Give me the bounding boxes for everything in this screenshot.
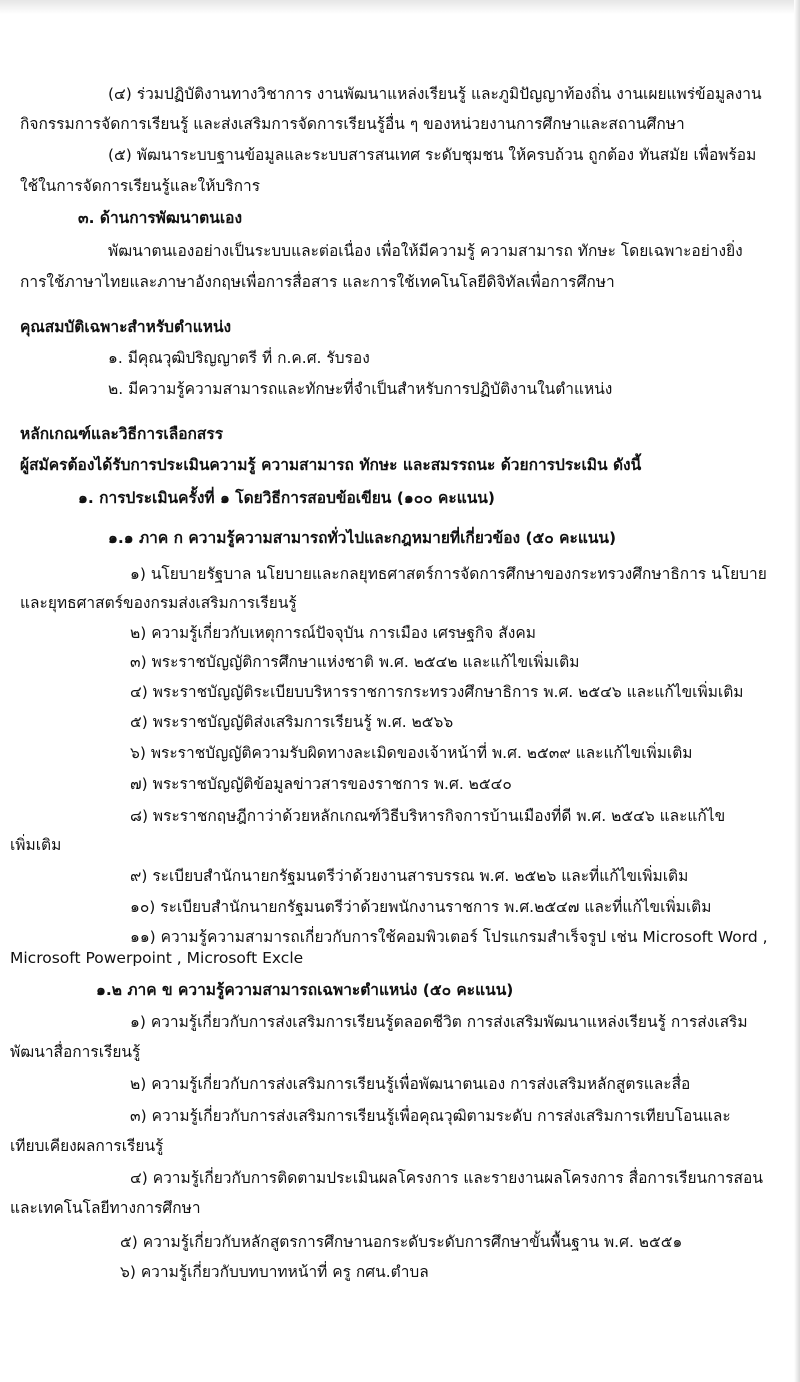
document-text-line: Microsoft Powerpoint , Microsoft Excle xyxy=(10,949,304,967)
document-text-line: ๑๐) ระเบียบสำนักนายกรัฐมนตรีว่าด้วยพนักงานราชการ พ.ศ.๒๕๔๗ และที่แก้ไขเพิ่มเติม xyxy=(130,898,712,916)
document-text-line: ๗) พระราชบัญญัติข้อมูลข่าวสารของราชการ พ.ศ. ๒๕๔๐ xyxy=(130,775,512,793)
document-heading-line: ๓. ด้านการพัฒนาตนเอง xyxy=(78,209,243,227)
document-text-line: ๕) พระราชบัญญัติส่งเสริมการเรียนรู้ พ.ศ. ๒๕๖๖ xyxy=(130,713,454,731)
document-text-line: ๒) ความรู้เกี่ยวกับเหตุการณ์ปัจจุบัน การเมือง เศรษฐกิจ สังคม xyxy=(130,624,536,642)
document-text-line: ๓) ความรู้เกี่ยวกับการส่งเสริมการเรียนรู้เพื่อคุณวุฒิตามระดับ การส่งเสริมการเทียบโอนและ xyxy=(130,1107,731,1125)
document-heading-line: ๑.๒ ภาค ข ความรู้ความสามารถเฉพาะตำแหน่ง (๕๐ คะแนน) xyxy=(96,981,514,999)
document-text-line: กิจกรรมการจัดการเรียนรู้ และส่งเสริมการจัดการเรียนรู้อื่น ๆ ของหน่วยงานการศึกษาและสถานศึกษา xyxy=(20,115,685,133)
document-text-line: และยุทธศาสตร์ของกรมส่งเสริมการเรียนรู้ xyxy=(20,594,297,612)
document-text-line: ๑. มีคุณวุฒิปริญญาตรี ที่ ก.ค.ศ. รับรอง xyxy=(108,349,370,367)
document-text-line: การใช้ภาษาไทยและภาษาอังกฤษเพื่อการสื่อสาร และการใช้เทคโนโลยีดิจิทัลเพื่อการศึกษา xyxy=(20,273,615,291)
document-text-line: ๒) ความรู้เกี่ยวกับการส่งเสริมการเรียนรู้เพื่อพัฒนาตนเอง การส่งเสริมหลักสูตรและสื่อ xyxy=(130,1075,691,1093)
document-text-line: ๙) ระเบียบสำนักนายกรัฐมนตรีว่าด้วยงานสารบรรณ พ.ศ. ๒๕๒๖ และที่แก้ไขเพิ่มเติม xyxy=(130,867,689,885)
document-text-line: ๑) ความรู้เกี่ยวกับการส่งเสริมการเรียนรู้ตลอดชีวิต การส่งเสริมพัฒนาแหล่งเรียนรู้ การส่งเสริม xyxy=(130,1013,748,1031)
document-text-line: ๔) ความรู้เกี่ยวกับการติดตามประเมินผลโครงการ และรายงานผลโครงการ สื่อการเรียนการสอน xyxy=(130,1169,763,1187)
document-text-line: ๑๑) ความรู้ความสามารถเกี่ยวกับการใช้คอมพิวเตอร์ โปรแกรมสำเร็จรูป เช่น Microsoft Word , xyxy=(130,928,768,946)
document-text-line: (๔) ร่วมปฏิบัติงานทางวิชาการ งานพัฒนาแหล่งเรียนรู้ และภูมิปัญญาท้องถิ่น งานเผยแพร่ข้อมูลงาน xyxy=(108,85,762,103)
document-heading-line: ๑. การประเมินครั้งที่ ๑ โดยวิธีการสอบข้อเขียน (๑๐๐ คะแนน) xyxy=(78,489,495,507)
document-text-line: พัฒนาสื่อการเรียนรู้ xyxy=(10,1043,141,1061)
document-heading-line: หลักเกณฑ์และวิธีการเลือกสรร xyxy=(20,425,224,443)
document-text-line: ๖) ความรู้เกี่ยวกับบทบาทหน้าที่ ครู กศน.ตำบล xyxy=(120,1263,429,1281)
document-heading-line: คุณสมบัติเฉพาะสำหรับตำแหน่ง xyxy=(20,318,232,336)
document-text-line: ๖) พระราชบัญญัติความรับผิดทางละเมิดของเจ้าหน้าที่ พ.ศ. ๒๕๓๙ และแก้ไขเพิ่มเติม xyxy=(130,744,693,762)
document-text-line: และเทคโนโลยีทางการศึกษา xyxy=(10,1199,201,1217)
page-top-shadow xyxy=(0,0,800,14)
document-text-line: ๒. มีความรู้ความสามารถและทักษะที่จำเป็นสำหรับการปฏิบัติงานในตำแหน่ง xyxy=(108,380,613,398)
document-text-line: พัฒนาตนเองอย่างเป็นระบบและต่อเนื่อง เพื่อให้มีความรู้ ความสามารถ ทักษะ โดยเฉพาะอย่างยิ่ง xyxy=(108,242,743,260)
document-text-line: ใช้ในการจัดการเรียนรู้และให้บริการ xyxy=(20,177,261,195)
page-right-edge-shadow xyxy=(794,0,800,1382)
document-text-line: ๑) นโยบายรัฐบาล นโยบายและกลยุทธศาสตร์การจัดการศึกษาของกระทรวงศึกษาธิการ นโยบาย xyxy=(130,565,767,583)
document-heading-line: ผู้สมัครต้องได้รับการประเมินความรู้ ความสามารถ ทักษะ และสมรรถนะ ด้วยการประเมิน ดังนี้ xyxy=(20,456,642,474)
document-text-line: ๓) พระราชบัญญัติการศึกษาแห่งชาติ พ.ศ. ๒๕๔๒ และแก้ไขเพิ่มเติม xyxy=(130,653,580,671)
document-text-line: (๕) พัฒนาระบบฐานข้อมูลและระบบสารสนเทศ ระดับชุมชน ให้ครบถ้วน ถูกต้อง ทันสมัย เพื่อพร้อม xyxy=(108,146,757,164)
document-text-line: ๔) พระราชบัญญัติระเบียบบริหารราชการกระทรวงศึกษาธิการ พ.ศ. ๒๕๔๖ และแก้ไขเพิ่มเติม xyxy=(130,683,744,701)
document-text-line: ๕) ความรู้เกี่ยวกับหลักสูตรการศึกษานอกระดับระดับการศึกษาขั้นพื้นฐาน พ.ศ. ๒๕๕๑ xyxy=(120,1233,683,1251)
document-text-line: เพิ่มเติม xyxy=(10,836,62,854)
document-text-line: เทียบเคียงผลการเรียนรู้ xyxy=(10,1137,164,1155)
document-text-line: ๘) พระราชกฤษฎีกาว่าด้วยหลักเกณฑ์วิธีบริหารกิจการบ้านเมืองที่ดี พ.ศ. ๒๕๔๖ และแก้ไข xyxy=(130,807,726,825)
document-heading-line: ๑.๑ ภาค ก ความรู้ความสามารถทั่วไปและกฎหมายที่เกี่ยวข้อง (๕๐ คะแนน) xyxy=(108,529,617,547)
